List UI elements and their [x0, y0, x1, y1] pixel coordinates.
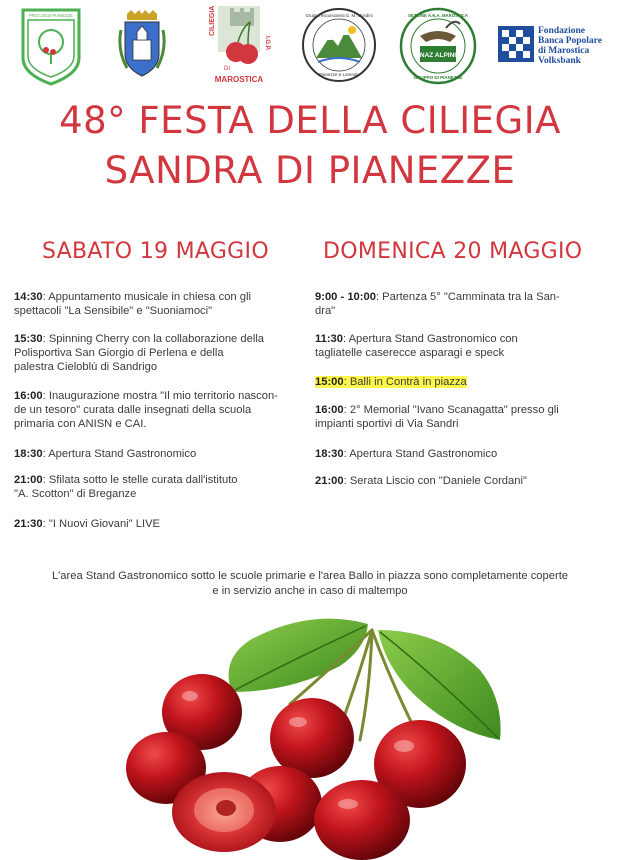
event-time: 15:00	[315, 376, 344, 388]
bank-line-3: di Marostica	[538, 46, 590, 56]
gruppo-logo-bottom: Pianezze e Lorendo	[318, 72, 360, 77]
event-text: : Apertura Stand Gastronomico con	[343, 333, 518, 345]
sunday-heading: DOMENICA 20 MAGGIO	[323, 239, 583, 264]
event-text: : Sfilata sotto le stelle curata dall'istituto	[42, 474, 238, 486]
ana-logo-top: SEZIONE A.N.A. MAROSTICA	[408, 13, 468, 18]
event-text: : Inaugurazione mostra "Il mio territorio nascon-	[42, 390, 278, 402]
event-time: 14:30	[14, 291, 43, 303]
saturday-event	[14, 290, 251, 318]
event-time: 15:30	[14, 333, 43, 345]
ciliegia-logo-di: DI	[224, 66, 230, 72]
event-text: : Balli in Contrà in piazza	[343, 376, 467, 388]
event-text-cont: tagliatelle caserecce asparagi e speck	[315, 347, 505, 359]
ciliegia-logo-main: CILIEGIA	[209, 5, 216, 36]
sunday-event	[315, 332, 518, 360]
ciliegia-logo-place: MAROSTICA	[214, 75, 264, 84]
sunday-event	[315, 403, 559, 431]
ana-alpini-logo	[398, 6, 478, 86]
event-text: : Apertura Stand Gastronomico	[42, 448, 197, 460]
saturday-event	[14, 517, 160, 531]
event-text: : Serata Liscio con "Daniele Cordani"	[343, 475, 527, 487]
proloco-logo-text: PRO LOCO PIANEZZE	[29, 13, 73, 18]
event-text: : Partenza 5° "Camminata tra la San-	[375, 291, 560, 303]
gruppo-logo-top: Gruppo escursionisti G. M. Mondini	[305, 13, 373, 18]
event-time: 18:30	[315, 448, 344, 460]
event-time: 9:00 - 10:00	[315, 291, 376, 303]
highlight-marker	[315, 376, 467, 388]
bank-line-1: Fondazione	[538, 26, 585, 36]
sunday-event	[315, 447, 497, 461]
event-text-cont: Polisportiva San Giorgio di Perlena e della	[14, 347, 224, 359]
page-title-line-2: SANDRA DI PIANEZZE	[104, 149, 516, 192]
event-text-cont: impianti sportivi di Via Sandri	[315, 418, 459, 430]
weather-note-line-2: e in servizio anche in caso di maltempo	[212, 585, 408, 597]
weather-note-line-1: L'area Stand Gastronomico sotto le scuole primarie e l'area Ballo in piazza sono completamente coperte	[51, 570, 569, 582]
sponsor-logos	[0, 0, 620, 92]
event-text-cont2: primaria con ANISN e CAI.	[14, 418, 147, 430]
event-time: 21:00	[14, 474, 43, 486]
ciliegia-igp-logo	[206, 4, 272, 86]
ana-logo-bottom: GRUPPO DI PIANEZZE	[413, 75, 463, 80]
gruppo-escursionisti-logo	[300, 6, 378, 84]
event-text-cont: dra"	[315, 305, 336, 317]
ana-logo-mid: NAZ ALPINI	[419, 52, 457, 59]
leaf-right-icon	[378, 630, 501, 740]
cherry-icon	[314, 780, 410, 860]
sunday-event-highlighted	[315, 375, 467, 389]
page-title-line-1: 48° FESTA DELLA CILIEGIA	[59, 99, 561, 142]
event-text-cont: de un tesoro" curata dalle insegnati della scuola	[14, 404, 252, 416]
event-time: 16:00	[14, 390, 43, 402]
sunday-event	[315, 290, 560, 318]
bank-line-4: Volksbank	[538, 56, 581, 66]
event-time: 21:00	[315, 475, 344, 487]
event-text: : "I Nuovi Giovani" LIVE	[42, 518, 161, 530]
event-text-cont: "A. Scotton" di Breganze	[14, 488, 137, 500]
saturday-heading: SABATO 19 MAGGIO	[42, 239, 269, 264]
bank-line-2: Banca Popolare	[538, 36, 602, 46]
event-text-cont: spettacoli "La Sensibile" e "Suoniamoci"	[14, 305, 213, 317]
saturday-event	[14, 332, 264, 374]
cherry-icon	[270, 698, 354, 778]
event-text: : Appuntamento musicale in chiesa con gli	[42, 291, 251, 303]
event-text: : Apertura Stand Gastronomico	[343, 448, 498, 460]
weather-note	[10, 569, 610, 599]
saturday-event	[14, 473, 238, 501]
sunday-event	[315, 474, 527, 488]
event-time: 11:30	[315, 333, 343, 345]
event-time: 16:00	[315, 404, 344, 416]
proloco-logo	[20, 6, 82, 86]
event-text: : 2° Memorial "Ivano Scanagatta" presso gli	[343, 404, 559, 416]
leaf-left-icon	[229, 619, 368, 692]
event-time: 18:30	[14, 448, 43, 460]
ciliegia-logo-igp: I.G.P.	[264, 36, 270, 51]
cherries-illustration	[120, 600, 540, 860]
event-text-cont2: palestra Cieloblù di Sandrigo	[14, 361, 158, 373]
fondazione-banca-logo	[496, 22, 614, 70]
event-text: : Spinning Cherry con la collaborazione della	[42, 333, 265, 345]
event-time: 21:30	[14, 518, 43, 530]
saturday-event	[14, 389, 278, 431]
coat-of-arms-logo	[117, 10, 167, 80]
saturday-event	[14, 447, 196, 461]
